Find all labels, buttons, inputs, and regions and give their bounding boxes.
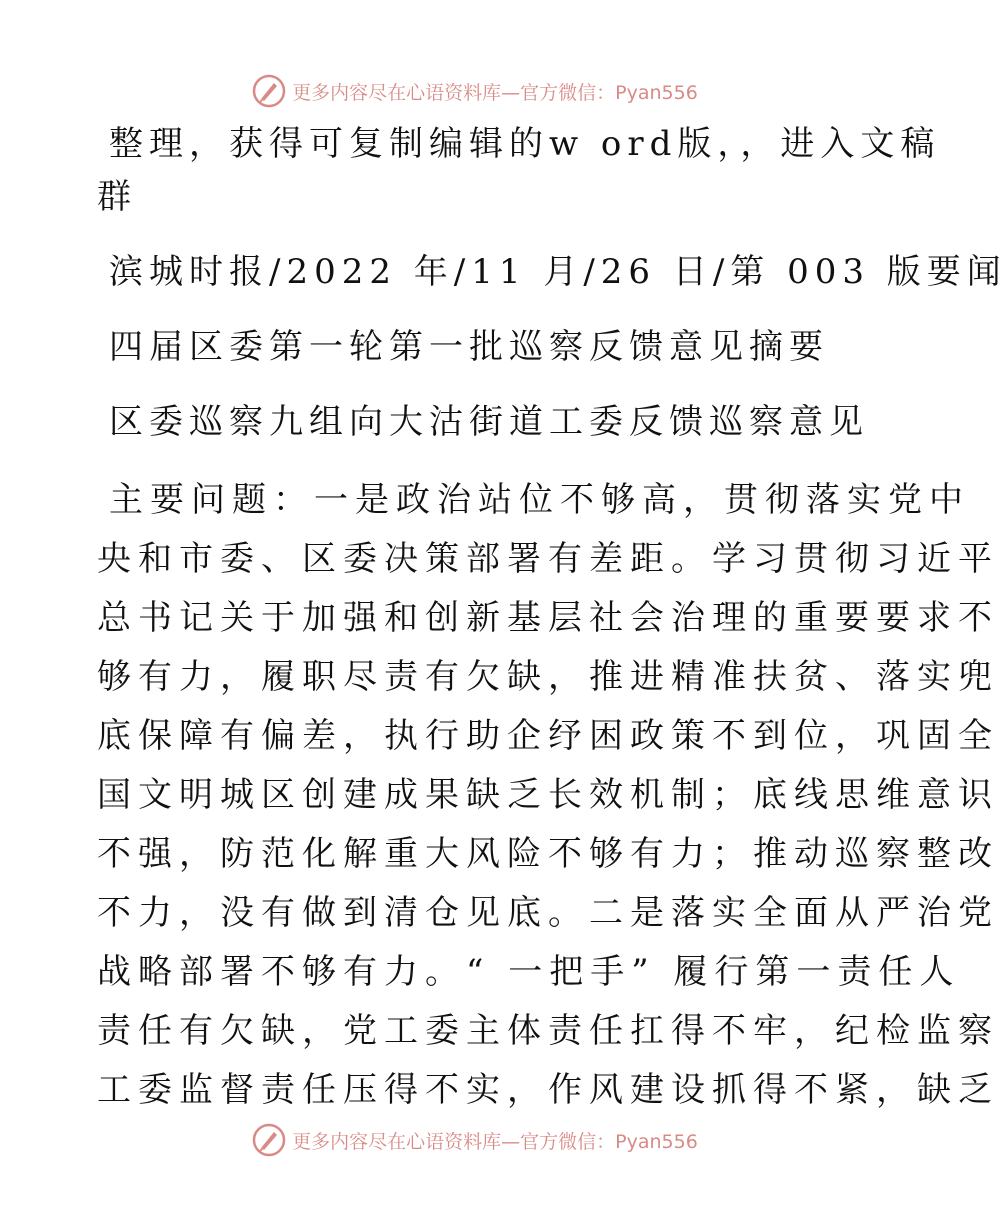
watermark-text: 更多内容尽在心语资料库—官方微信：Pyan556 [292, 81, 698, 104]
body-line: 不力，没有做到清仓见底。二是落实全面从严治党 [97, 893, 999, 933]
source-line: 滨城时报/2022 年/11 月/26 日/第 003 版要闻 [109, 252, 1007, 292]
body-line: 主要问题：一是政治站位不够高，贯彻落实党中 [109, 480, 970, 520]
quill-logo-icon [252, 74, 286, 108]
document-subtitle: 区委巡察九组向大沽街道工委反馈巡察意见 [109, 402, 869, 442]
footer-watermark [0, 1120, 950, 1160]
header-watermark [0, 71, 950, 111]
body-line: 战略部署不够有力。“ 一把手” 履行第一责任人 [97, 952, 961, 992]
body-line: 不强，防范化解重大风险不够有力；推动巡察整改 [97, 834, 999, 874]
intro-line-continued: 群 [97, 177, 137, 217]
body-line: 总书记关于加强和创新基层社会治理的重要要求不 [97, 598, 999, 638]
body-line: 国文明城区创建成果缺乏长效机制；底线思维意识 [97, 775, 999, 815]
quill-logo-icon [252, 1123, 286, 1157]
body-line: 工委监督责任压得不实，作风建设抓得不紧，缺乏 [97, 1070, 999, 1110]
body-line: 央和市委、区委决策部署有差距。学习贯彻习近平 [97, 539, 999, 579]
document-content [97, 118, 1007, 1120]
document-title: 四届区委第一轮第一批巡察反馈意见摘要 [109, 327, 829, 367]
body-paragraph [97, 471, 999, 1120]
intro-line: 整理，获得可复制编辑的w ord版，，进入文稿 [109, 124, 941, 164]
watermark-text: 更多内容尽在心语资料库—官方微信：Pyan556 [292, 1130, 698, 1153]
body-line: 够有力，履职尽责有欠缺，推进精准扶贫、落实兜 [97, 657, 999, 697]
body-line: 责任有欠缺，党工委主体责任扛得不牢，纪检监察 [97, 1011, 999, 1051]
body-line: 底保障有偏差，执行助企纾困政策不到位，巩固全 [97, 716, 999, 756]
